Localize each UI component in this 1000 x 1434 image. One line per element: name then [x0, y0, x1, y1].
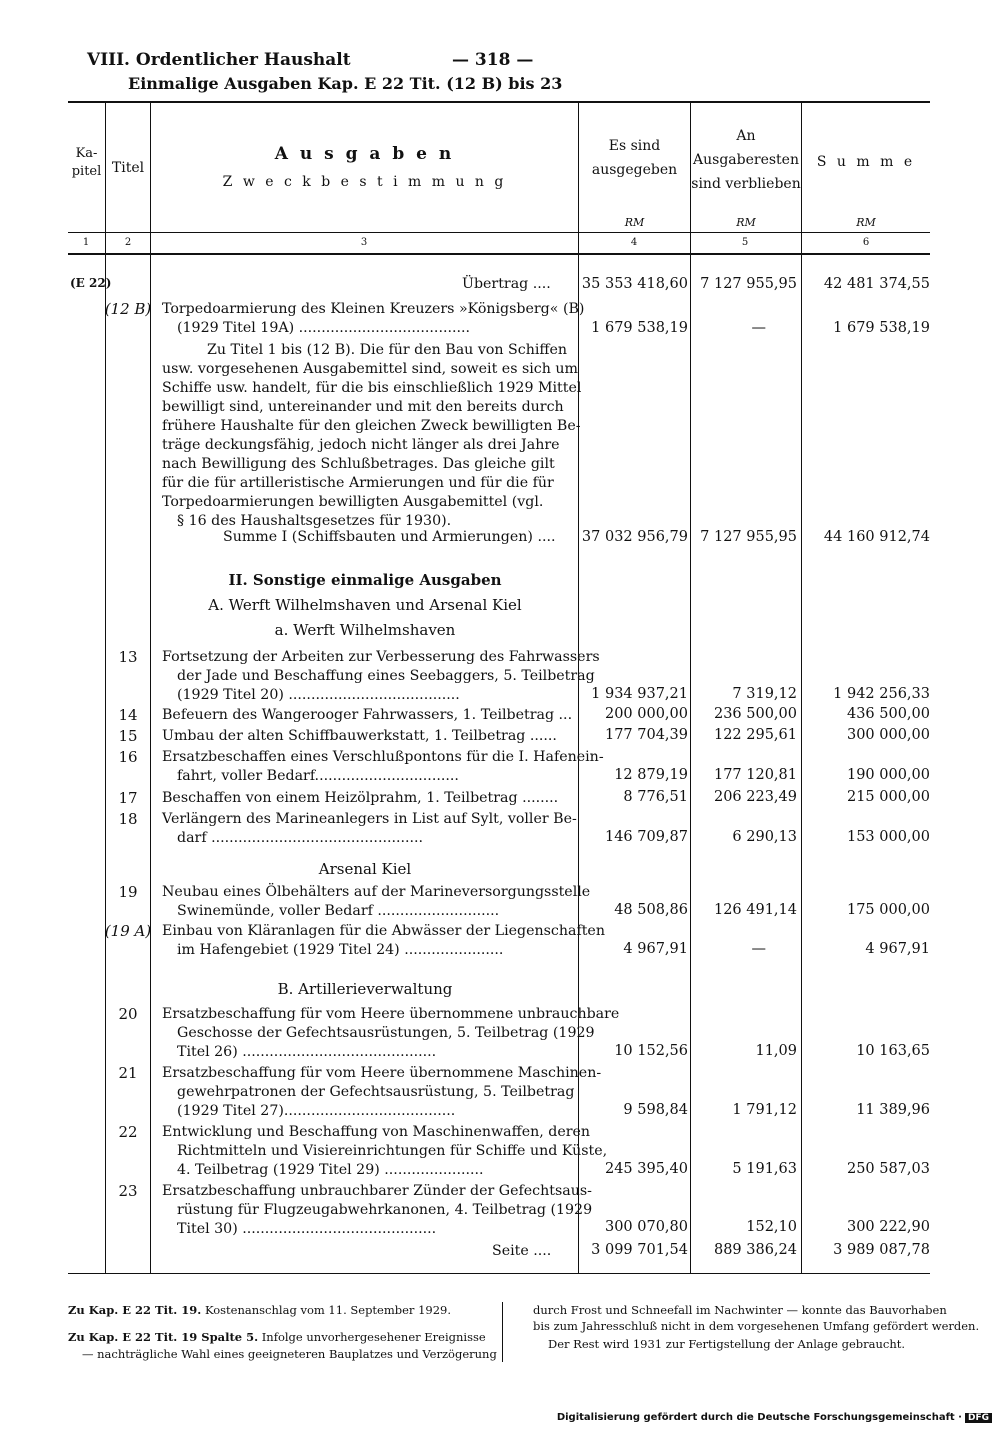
- titel-20: 20: [118, 1005, 138, 1023]
- titel-16: 16: [118, 748, 138, 766]
- summe-i-ausgegeben: 37 032 956,79: [581, 529, 688, 545]
- note-line-8: für die für artilleristische Armierungen und für die für: [162, 475, 554, 491]
- item-14-line-1: Befeuern des Wangerooger Fahrwassers, 1. Teilbetrag ...: [162, 707, 573, 723]
- item-22-summe: 250 587,03: [846, 1161, 930, 1177]
- item-20-line-2: Geschosse der Gefechtsausrüstungen, 5. Teilbetrag (1929: [177, 1025, 595, 1041]
- col-number-5: 5: [741, 237, 749, 248]
- item-17-summe: 215 000,00: [846, 789, 930, 805]
- footnote-2: [68, 1329, 486, 1346]
- uebertrag-label: Übertrag ....: [462, 276, 551, 292]
- summe-i-label: Summe I (Schiffsbauten und Armierungen) ....: [223, 529, 556, 545]
- summe-i-reste: 7 127 955,95: [700, 529, 797, 545]
- item-23-reste: 152,10: [746, 1219, 797, 1235]
- titel-23: 23: [118, 1182, 138, 1200]
- item-22-line-1: Entwicklung und Beschaffung von Maschinenwaffen, deren: [162, 1124, 591, 1140]
- kapitel-label: (E 22): [70, 276, 112, 290]
- uebertrag-summe: 42 481 374,55: [823, 276, 930, 292]
- col-divider-4: [690, 101, 691, 1273]
- footnote-right-2: bis zum Jahresschluß nicht in dem vorgesehenen Umfang gefördert werden.: [533, 1319, 980, 1333]
- header-zweckbestimmung: Z w e c k b e s t i m m u n g: [222, 174, 507, 190]
- titel-12b: (12 B): [104, 300, 152, 318]
- item-13-reste: 7 319,12: [732, 686, 797, 702]
- item-22-line-3: 4. Teilbetrag (1929 Titel 29) ......................: [177, 1162, 484, 1178]
- row-12b-line-2: (1929 Titel 19A) ......................................: [177, 320, 471, 336]
- section-artillerieverwaltung: B. Artillerieverwaltung: [277, 980, 453, 998]
- item-23-line-2: rüstung für Flugzeugabwehrkanonen, 4. Teilbetrag (1929: [177, 1202, 593, 1218]
- col-number-2: 2: [124, 237, 132, 248]
- titel-13: 13: [118, 648, 138, 666]
- header-ausgegeben: Es sind ausgegeben: [591, 138, 678, 178]
- note-line-4: bewilligt sind, untereinander und mit den bereits durch: [162, 399, 564, 415]
- titel-19: 19: [118, 883, 138, 901]
- section-ii-sub-a: A. Werft Wilhelmshaven und Arsenal Kiel: [208, 596, 522, 614]
- footnote-right-1: durch Frost und Schneefall im Nachwinter — konnte das Bauvorhaben: [533, 1303, 947, 1317]
- item-17-ausgegeben: 8 776,51: [623, 789, 688, 805]
- note-line-9: Torpedoarmierungen bewilligten Ausgabemittel (vgl.: [162, 494, 544, 510]
- item-19-ausgegeben: 48 508,86: [614, 902, 688, 918]
- header-ausgaben: A u s g a b e n: [274, 144, 455, 164]
- item-16-reste: 177 120,81: [713, 767, 797, 783]
- note-line-6: träge deckungsfähig, jedoch nicht länger als drei Jahre: [162, 437, 560, 453]
- item-19a-line-2: im Hafengebiet (1929 Titel 24) ......................: [177, 942, 504, 958]
- item-13-ausgegeben: 1 934 937,21: [591, 686, 688, 702]
- item-19a-ausgegeben: 4 967,91: [623, 941, 688, 957]
- section-heading: VIII. Ordentlicher Haushalt: [87, 50, 351, 70]
- footnote-divider: [502, 1302, 503, 1362]
- item-14-summe: 436 500,00: [846, 706, 930, 722]
- credit-text: Digitalisierung gefördert durch die Deutsche Forschungsgemeinschaft ·: [556, 1412, 962, 1423]
- seite-summe: 3 989 087,78: [833, 1242, 930, 1258]
- item-19a-line-1: Einbau von Kläranlagen für die Abwässer der Liegenschaften: [162, 923, 605, 939]
- header-kapitel: Ka- pitel: [71, 146, 102, 179]
- item-16-ausgegeben: 12 879,19: [614, 767, 688, 783]
- item-20-ausgegeben: 10 152,56: [614, 1043, 688, 1059]
- col-divider-5: [801, 101, 802, 1273]
- item-16-summe: 190 000,00: [846, 767, 930, 783]
- footnote-1-ref: Zu Kap. E 22 Tit. 19.: [68, 1303, 202, 1317]
- titel-21: 21: [118, 1064, 138, 1082]
- row-12b-ausgegeben: 1 679 538,19: [591, 320, 688, 336]
- item-21-reste: 1 791,12: [732, 1102, 797, 1118]
- item-18-reste: 6 290,13: [732, 829, 797, 845]
- note-line-1: Zu Titel 1 bis (12 B). Die für den Bau von Schiffen: [207, 342, 567, 358]
- item-19-reste: 126 491,14: [713, 902, 797, 918]
- item-17-reste: 206 223,49: [713, 789, 797, 805]
- titel-17: 17: [118, 789, 138, 807]
- section-arsenal-kiel: Arsenal Kiel: [318, 860, 412, 878]
- row-12b-line-1: Torpedoarmierung des Kleinen Kreuzers »Königsberg« (B): [162, 301, 585, 317]
- item-23-ausgegeben: 300 070,80: [604, 1219, 688, 1235]
- uebertrag-reste: 7 127 955,95: [700, 276, 797, 292]
- header-ausgabereste: An Ausgaberesten sind verblieben: [691, 128, 801, 192]
- item-18-line-1: Verlängern des Marineanlegers in List auf Sylt, voller Be-: [162, 811, 577, 827]
- col-number-4: 4: [630, 237, 638, 248]
- item-19-line-2: Swinemünde, voller Bedarf ...........................: [177, 903, 500, 919]
- section-ii-sub-a-werft: a. Werft Wilhelmshaven: [274, 621, 456, 639]
- titel-15: 15: [118, 727, 138, 745]
- item-19a-summe: 4 967,91: [865, 941, 930, 957]
- footnote-2-text: Infolge unvorhergesehener Ereignisse: [258, 1330, 486, 1344]
- item-19-summe: 175 000,00: [846, 902, 930, 918]
- unit-label-col5: RM: [736, 216, 756, 229]
- dfg-logo: DFG: [965, 1413, 992, 1423]
- unit-label-col4: RM: [624, 216, 645, 229]
- item-15-summe: 300 000,00: [846, 727, 930, 743]
- item-20-line-3: Titel 26) ...........................................: [177, 1044, 437, 1060]
- item-20-reste: 11,09: [755, 1043, 797, 1059]
- item-13-line-1: Fortsetzung der Arbeiten zur Verbesserung des Fahrwassers: [162, 649, 600, 665]
- item-22-reste: 5 191,63: [732, 1161, 797, 1177]
- header-titel: Titel: [111, 160, 145, 176]
- digitization-credit: [557, 1412, 992, 1423]
- note-line-7: nach Bewilligung des Schlußbetrages. Das gleiche gilt: [162, 456, 555, 472]
- titel-18: 18: [118, 810, 138, 828]
- item-22-ausgegeben: 245 395,40: [604, 1161, 688, 1177]
- item-18-line-2: darf ...............................................: [177, 830, 424, 846]
- item-23-line-1: Ersatzbeschaffung unbrauchbarer Zünder der Gefechtsaus-: [162, 1183, 592, 1199]
- titel-14: 14: [118, 706, 138, 724]
- item-23-summe: 300 222,90: [846, 1219, 930, 1235]
- item-14-ausgegeben: 200 000,00: [604, 706, 688, 722]
- seite-label: Seite ....: [492, 1243, 552, 1259]
- item-15-ausgegeben: 177 704,39: [604, 727, 688, 743]
- item-15-line-1: Umbau der alten Schiffbauwerkstatt, 1. Teilbetrag ......: [162, 728, 557, 744]
- note-line-2: usw. vorgesehenen Ausgabemittel sind, soweit es sich um: [162, 361, 578, 377]
- unit-label-col6: RM: [856, 216, 876, 229]
- item-20-summe: 10 163,65: [856, 1043, 930, 1059]
- header-summe: S u m m e: [816, 154, 916, 170]
- footnote-2-continued: — nachträgliche Wahl eines geeigneteren Bauplatzes und Verzögerung: [82, 1347, 497, 1361]
- titel-19a: (19 A): [104, 922, 152, 940]
- item-16-line-2: fahrt, voller Bedarf................................: [177, 768, 459, 784]
- seite-reste: 889 386,24: [713, 1242, 797, 1258]
- item-21-line-1: Ersatzbeschaffung für vom Heere übernommene Maschinen-: [162, 1065, 602, 1081]
- item-22-line-2: Richtmitteln und Visiereinrichtungen für Schiffe und Küste,: [177, 1143, 608, 1159]
- item-15-reste: 122 295,61: [713, 727, 797, 743]
- footnote-2-ref: Zu Kap. E 22 Tit. 19 Spalte 5.: [68, 1330, 259, 1344]
- item-18-summe: 153 000,00: [846, 829, 930, 845]
- col-number-3: 3: [360, 237, 368, 248]
- col-divider-2: [150, 101, 151, 1273]
- item-17-line-1: Beschaffen von einem Heizölprahm, 1. Teilbetrag ........: [162, 790, 559, 806]
- titel-22: 22: [118, 1123, 138, 1141]
- item-21-ausgegeben: 9 598,84: [623, 1102, 688, 1118]
- item-19a-reste: —: [751, 941, 766, 957]
- item-13-line-3: (1929 Titel 20) ......................................: [177, 687, 460, 703]
- summe-i-summe: 44 160 912,74: [823, 529, 930, 545]
- item-21-line-2: gewehrpatronen der Gefechtsausrüstung, 5. Teilbetrag: [177, 1084, 575, 1100]
- item-19-line-1: Neubau eines Ölbehälters auf der Marineversorgungsstelle: [162, 884, 591, 900]
- item-20-line-1: Ersatzbeschaffung für vom Heere übernommene unbrauchbare: [162, 1006, 620, 1022]
- row-12b-summe: 1 679 538,19: [833, 320, 930, 336]
- note-line-10: § 16 des Haushaltsgesetzes für 1930).: [177, 513, 452, 529]
- item-13-summe: 1 942 256,33: [833, 686, 930, 702]
- item-14-reste: 236 500,00: [713, 706, 797, 722]
- seite-ausgegeben: 3 099 701,54: [591, 1242, 688, 1258]
- item-13-line-2: der Jade und Beschaffung eines Seebaggers, 5. Teilbetrag: [177, 668, 595, 684]
- footnote-1-text: Kostenanschlag vom 11. September 1929.: [201, 1303, 452, 1317]
- note-line-5: frühere Haushalte für den gleichen Zweck bewilligten Be-: [162, 418, 581, 434]
- page-number: — 318 —: [452, 50, 534, 70]
- item-21-line-3: (1929 Titel 27)......................................: [177, 1103, 456, 1119]
- section-ii-title: II. Sonstige einmalige Ausgaben: [228, 571, 502, 589]
- page-subtitle: Einmalige Ausgaben Kap. E 22 Tit. (12 B) bis 23: [128, 74, 563, 93]
- footnote-1: [68, 1302, 451, 1319]
- item-21-summe: 11 389,96: [856, 1102, 930, 1118]
- item-16-line-1: Ersatzbeschaffen eines Verschlußpontons für die I. Hafenein-: [162, 749, 604, 765]
- col-number-1: 1: [82, 237, 90, 248]
- footnote-right-3: Der Rest wird 1931 zur Fertigstellung der Anlage gebraucht.: [548, 1337, 906, 1351]
- note-line-3: Schiffe usw. handelt, für die bis einschließlich 1929 Mittel: [162, 380, 582, 396]
- row-12b-reste: —: [751, 320, 766, 336]
- table-bottom-rule: [68, 1273, 930, 1274]
- item-23-line-3: Titel 30) ...........................................: [177, 1221, 437, 1237]
- col-number-6: 6: [862, 237, 870, 248]
- col-divider-3: [578, 101, 579, 1273]
- item-18-ausgegeben: 146 709,87: [604, 829, 688, 845]
- uebertrag-ausgegeben: 35 353 418,60: [581, 276, 688, 292]
